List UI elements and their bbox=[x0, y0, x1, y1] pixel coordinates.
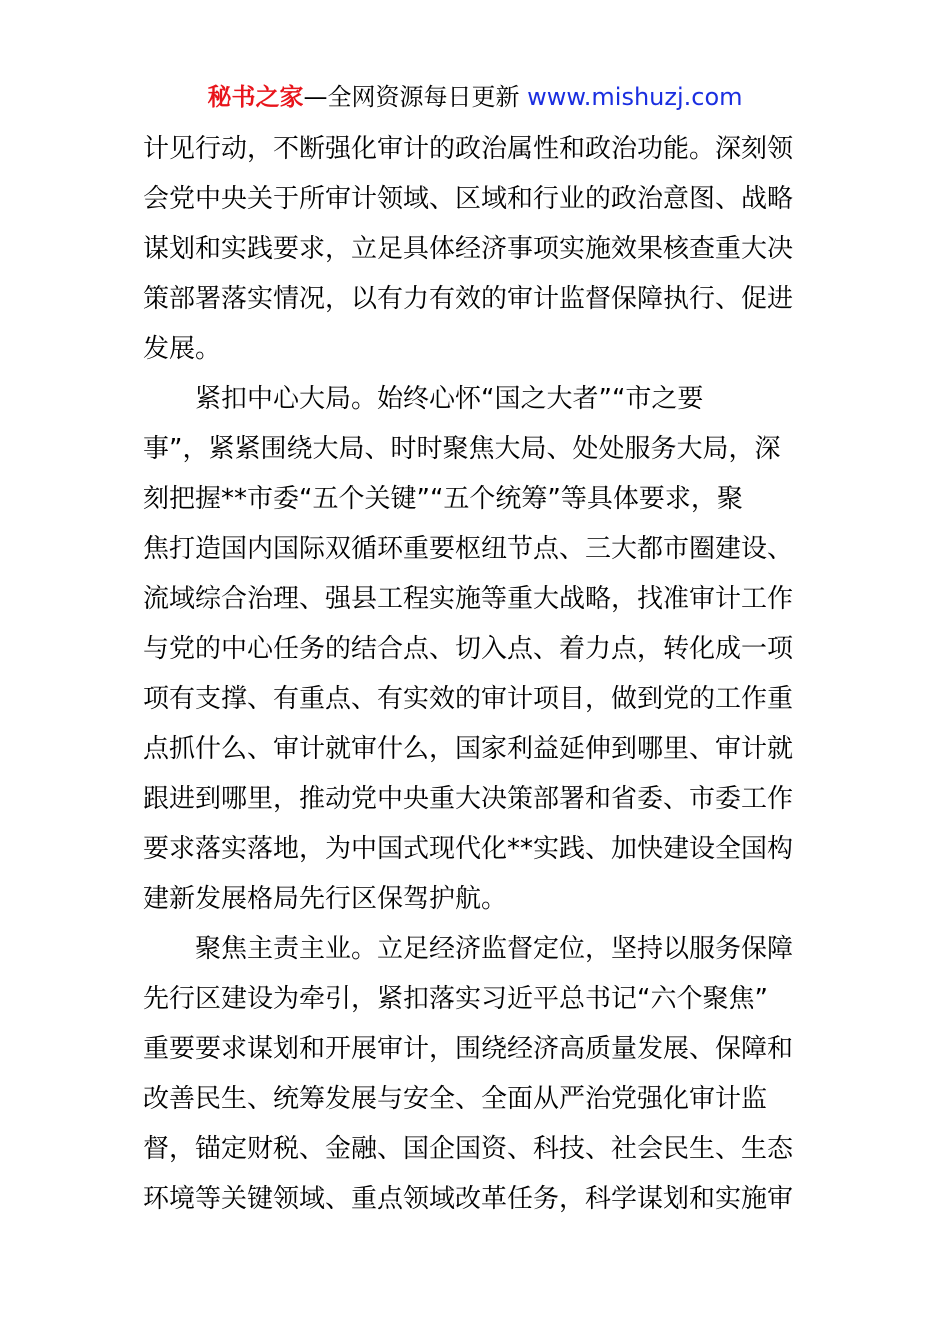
paragraph bbox=[143, 124, 807, 374]
text-line: 环境等关键领域、重点领域改革任务，科学谋划和实施审 bbox=[143, 1184, 794, 1214]
text-line: 督，锚定财税、金融、国企国资、科技、社会民生、生态 bbox=[143, 1134, 794, 1164]
header-tagline: —全网资源每日更新 bbox=[303, 83, 528, 111]
document-body bbox=[143, 124, 807, 1224]
text-line: 跟进到哪里，推动党中央重大决策部署和省委、市委工作 bbox=[143, 784, 794, 814]
text-line: 流域综合治理、强县工程实施等重大战略，找准审计工作 bbox=[143, 584, 794, 614]
text-line: 聚焦主责主业。立足经济监督定位，坚持以服务保障 bbox=[195, 934, 794, 964]
text-line: 策部署落实情况，以有力有效的审计监督保障执行、促进 bbox=[143, 284, 794, 314]
text-line: 先行区建设为牵引，紧扣落实习近平总书记“六个聚焦” bbox=[143, 984, 768, 1014]
brand-name: 秘书之家 bbox=[207, 83, 304, 111]
text-line: 事”，紧紧围绕大局、时时聚焦大局、处处服务大局，深 bbox=[143, 434, 781, 464]
paragraph bbox=[143, 374, 807, 924]
text-line: 会党中央关于所审计领域、区域和行业的政治意图、战略 bbox=[143, 184, 794, 214]
text-line: 点抓什么、审计就审什么，国家利益延伸到哪里、审计就 bbox=[143, 734, 794, 764]
text-line: 项有支撑、有重点、有实效的审计项目，做到党的工作重 bbox=[143, 684, 794, 714]
text-line: 建新发展格局先行区保驾护航。 bbox=[143, 884, 508, 914]
text-line: 改善民生、统筹发展与安全、全面从严治党强化审计监 bbox=[143, 1084, 768, 1114]
text-line: 紧扣中心大局。始终心怀“国之大者”“市之要 bbox=[195, 384, 704, 414]
text-line: 计见行动，不断强化审计的政治属性和政治功能。深刻领 bbox=[143, 134, 794, 164]
site-header bbox=[0, 80, 950, 114]
text-line: 与党的中心任务的结合点、切入点、着力点，转化成一项 bbox=[143, 634, 794, 664]
text-line: 重要要求谋划和开展审计，围绕经济高质量发展、保障和 bbox=[143, 1034, 794, 1064]
text-line: 谋划和实践要求，立足具体经济事项实施效果核查重大决 bbox=[143, 234, 794, 264]
text-line: 刻把握**市委“五个关键”“五个统筹”等具体要求，聚 bbox=[143, 484, 743, 514]
text-line: 焦打造国内国际双循环重要枢纽节点、三大都市圈建设、 bbox=[143, 534, 794, 564]
text-line: 发展。 bbox=[143, 334, 222, 364]
paragraph bbox=[143, 924, 807, 1224]
text-line: 要求落实落地，为中国式现代化**实践、加快建设全国构 bbox=[143, 834, 794, 864]
site-url[interactable]: www.mishuzj.com bbox=[527, 83, 743, 111]
